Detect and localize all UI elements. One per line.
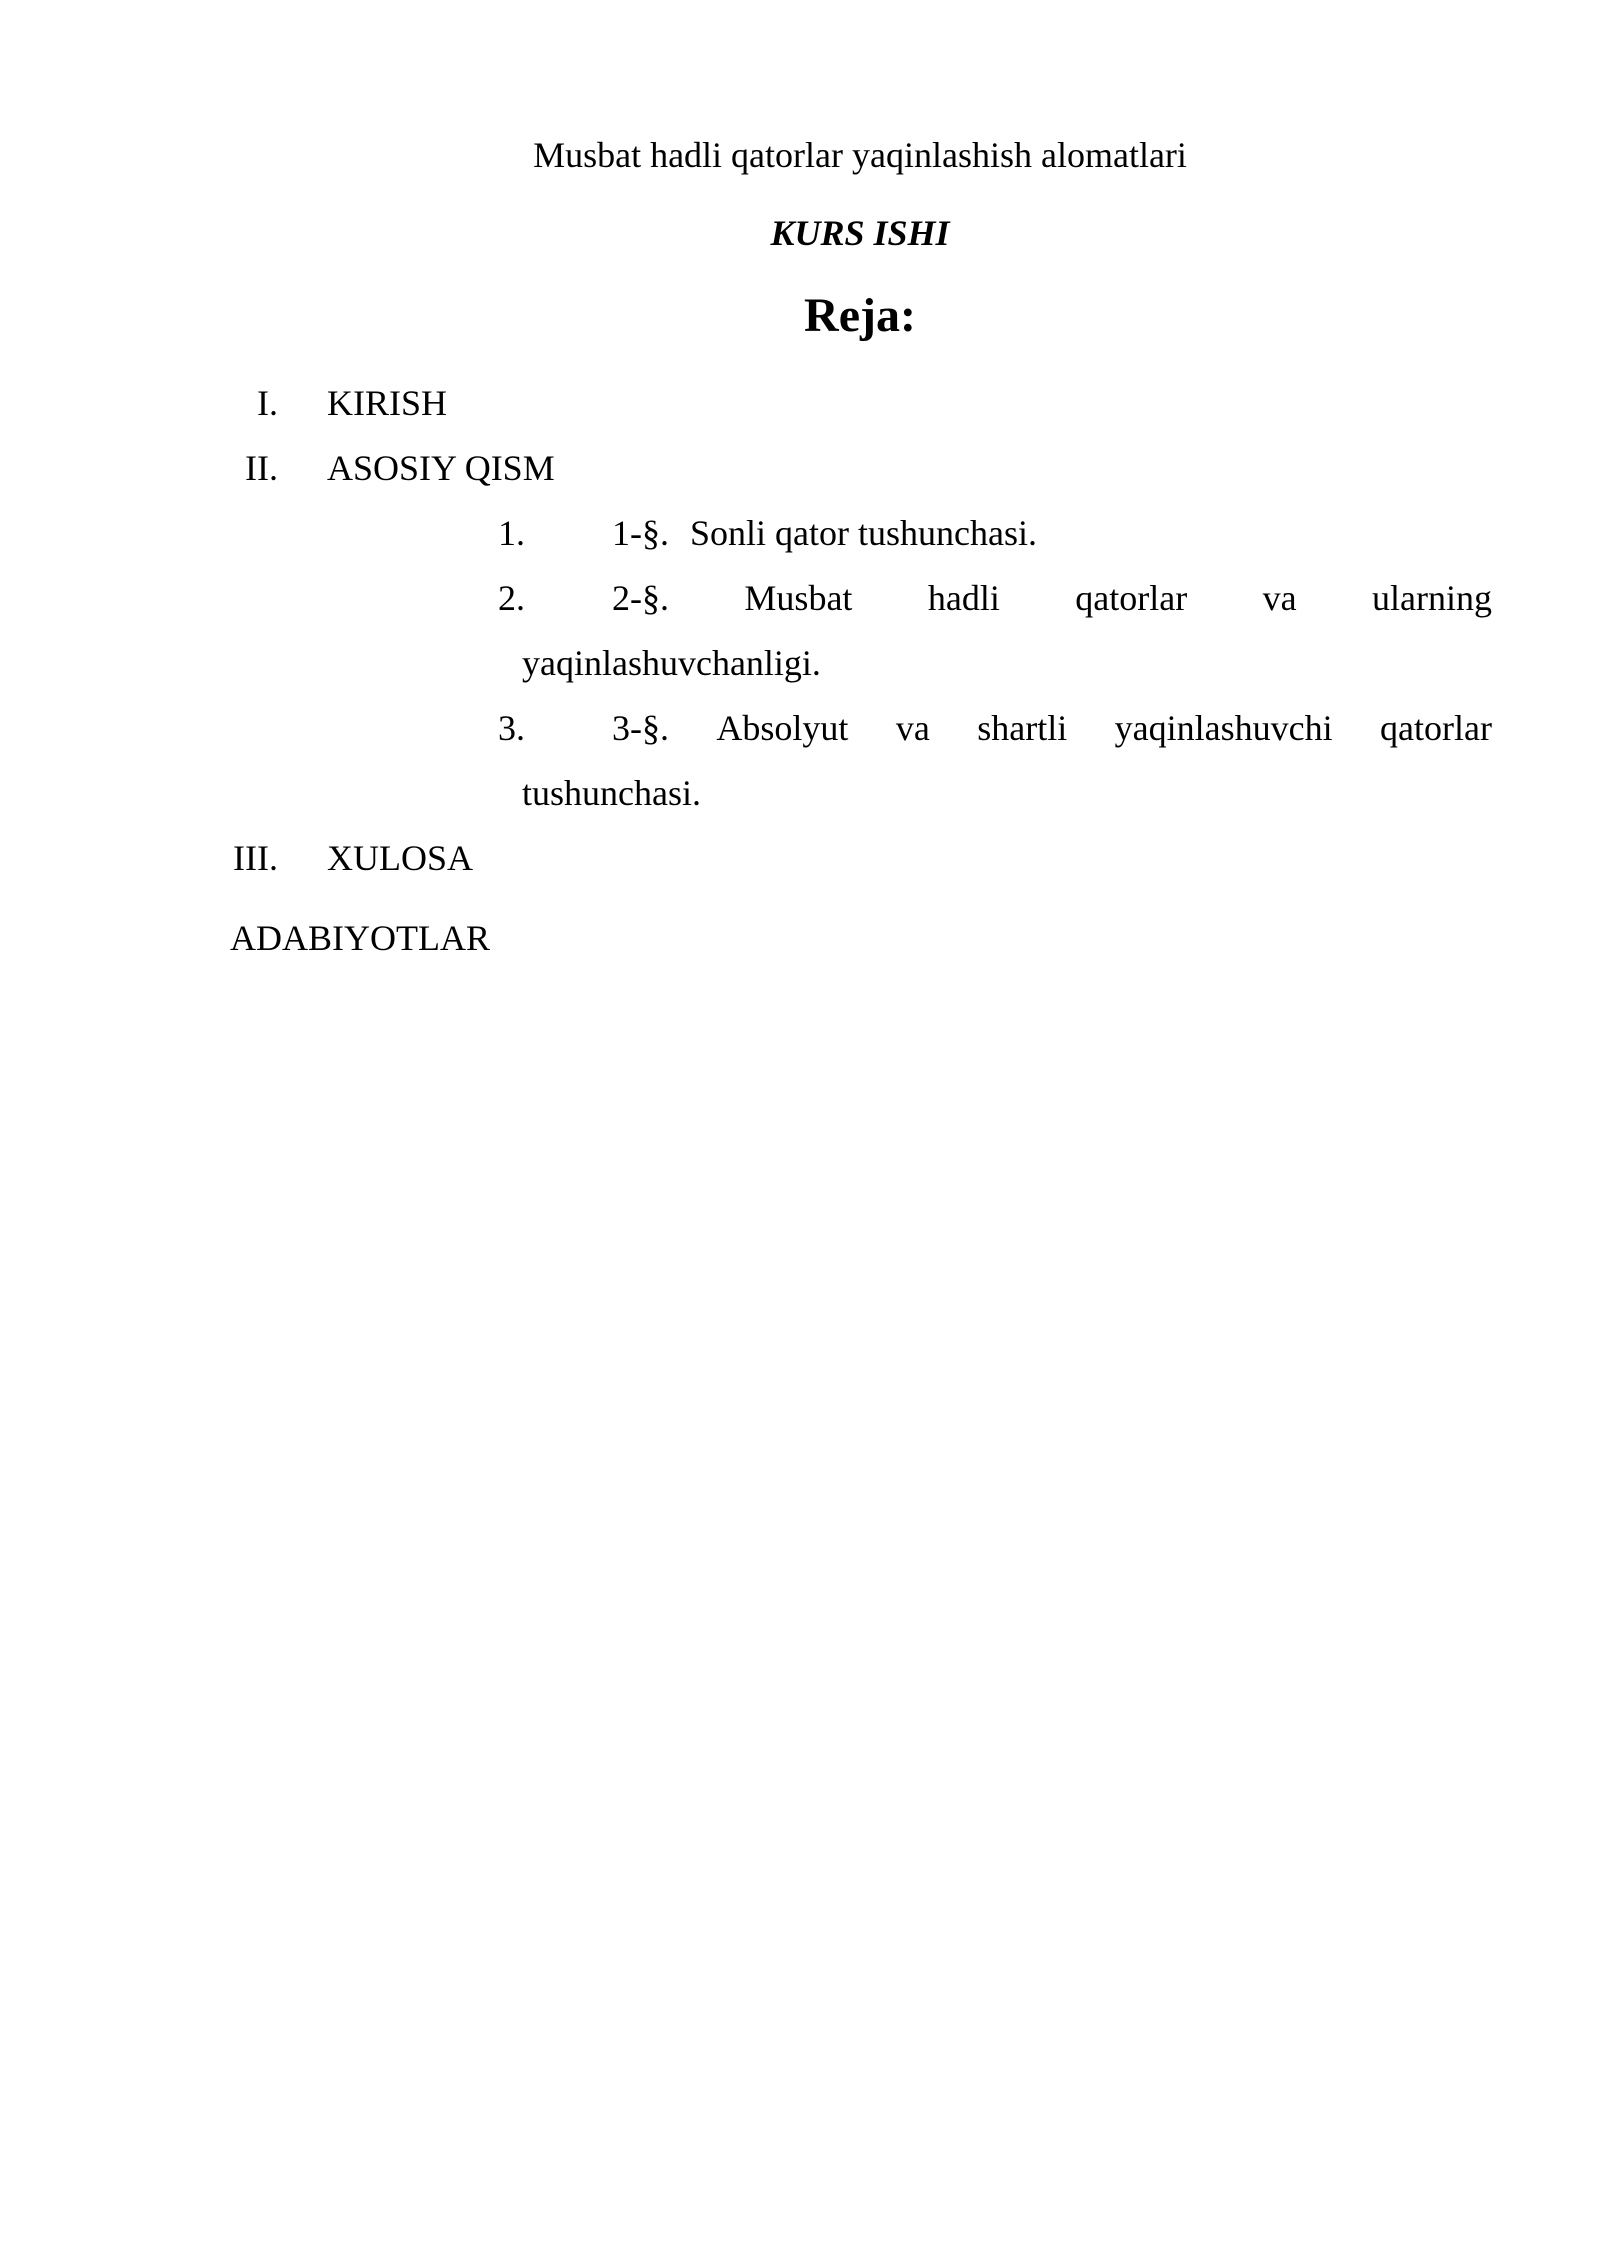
document-type-label: KURS ISHI (770, 213, 950, 253)
subsection-word: Musbat (744, 578, 853, 618)
section-title-introduction: KIRISH (327, 383, 448, 423)
subsection-word: shartli (977, 708, 1068, 748)
subsection-title (612, 706, 1492, 750)
subsection-number: 3. (498, 708, 525, 748)
section-number: II. (245, 448, 278, 488)
subsection-number: 2. (498, 578, 525, 618)
section-title-conclusion: XULOSA (327, 838, 474, 878)
subsection-paragraph-mark: 1-§. (612, 513, 669, 553)
subsection-word: ularning (1372, 578, 1492, 618)
subsection-title-text: Sonli qator tushunchasi. (690, 513, 1037, 553)
subsection-title (612, 511, 1492, 555)
subsection-word: 3-§. (612, 708, 669, 748)
section-number: I. (257, 383, 278, 423)
subsection-word: 2-§. (612, 578, 669, 618)
subsection-word: yaqinlashuvchi (1114, 708, 1333, 748)
subsection-word: hadli (927, 578, 1000, 618)
subsection-title-continuation: tushunchasi. (522, 773, 701, 813)
subsection-title-continuation: yaqinlashuvchanligi. (522, 643, 821, 683)
subsection-word: va (1262, 578, 1297, 618)
section-title-main-part: ASOSIY QISM (327, 448, 555, 488)
subsection-word: Absolyut (716, 708, 849, 748)
subsection-word: qatorlar (1380, 708, 1492, 748)
section-number: III. (233, 838, 278, 878)
subsection-title (612, 576, 1492, 620)
subsection-number: 1. (498, 513, 525, 553)
references-heading: ADABIYOTLAR (230, 918, 490, 958)
plan-heading: Reja: (804, 289, 916, 342)
subsection-word: va (895, 708, 930, 748)
subject-title: Musbat hadli qatorlar yaqinlashish alomatlari (533, 135, 1187, 175)
subsection-word: qatorlar (1075, 578, 1188, 618)
